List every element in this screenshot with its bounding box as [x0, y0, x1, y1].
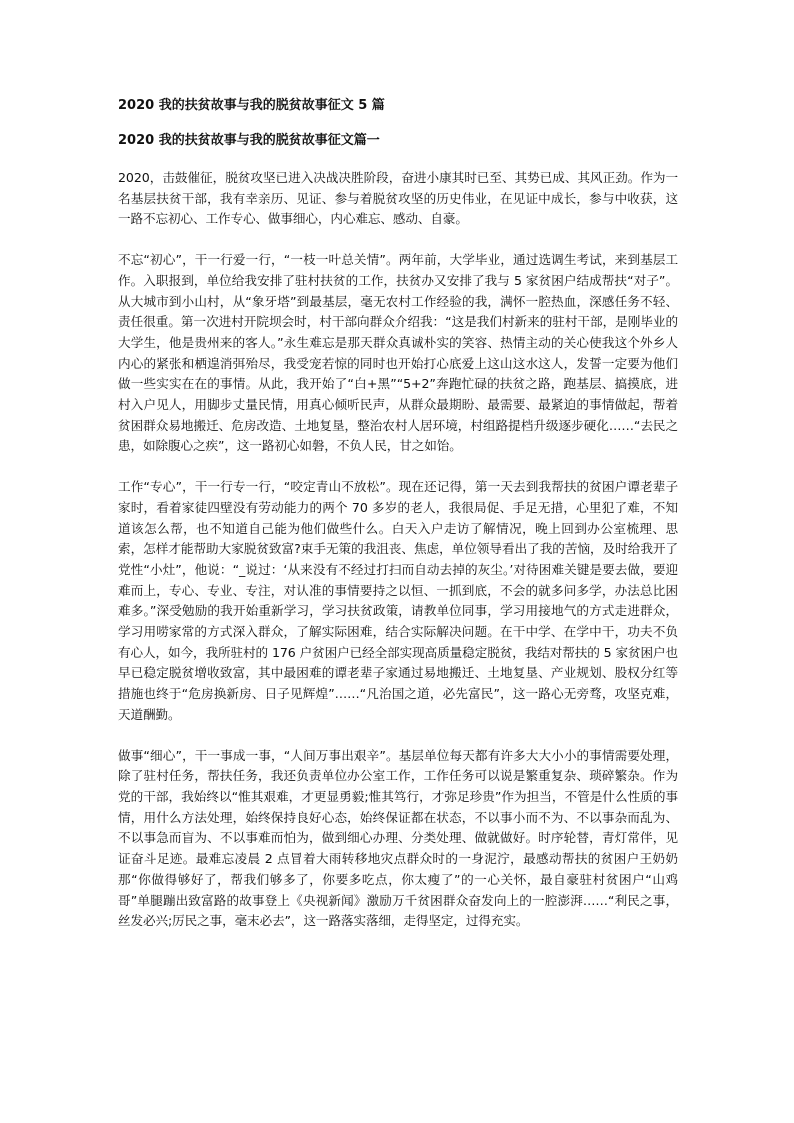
document-title: 2020 我的扶贫故事与我的脱贫故事征文 5 篇 [118, 98, 385, 113]
paragraph-intro: 2020，击鼓催征，脱贫攻坚已进入决战决胜阶段，奋进小康其时已至、其势已成、其风正劲。作为一名基层扶贫干部，我有幸亲历、见证、参与着脱贫攻坚的历史伟业，在见证中成长，参与中收获，这一路不忘初心、工作专心、做事细心，内心难忘、感动、自豪。 [118, 170, 678, 227]
paragraph-initial-heart: 不忘“初心”，干一行爱一行，“一枝一叶总关情”。两年前，大学毕业，通过选调生考试，来到基层工作。入职报到，单位给我安排了驻村扶贫的工作，扶贫办又安排了我与 5 家贫困户结成帮扶“对子”。从大城市到小山村，从“象牙塔”到最基层，毫无农村工作经验的我，满怀一腔热血，深感任务不轻、责任很重。第一次进村开院坝会时，村干部向群众介绍我：“这是我们村新来的驻村干部，是刚毕业的大学生，他是贵州来的客人。”永生难忘是那天群众真诚朴实的笑容、热情主动的关心使我这个外乡人内心的紧张和栖遑消弭殆尽，我受宠若惊的同时也开始打心底爱上这山这水这人，发誓一定要为他们做一些实实在在的事情。从此，我开始了“白+黑”“5+2”奔跑忙碌的扶贫之路，跑基层、搞摸底，进村入户见人，用脚步丈量民情，用真心倾听民声，从群众最期盼、最需要、最紧迫的事情做起，帮着贫困群众易地搬迁、危房改造、土地复垦，整治农村人居环境，村组路提档升级逐步硬化……“去民之患，如除腹心之疾”，这一路初心如磐，不负人民，甘之如饴。 [118, 252, 678, 454]
section-heading: 2020 我的扶贫故事与我的脱贫故事征文篇一 [118, 133, 380, 148]
paragraph-focused-work: 工作“专心”，干一行专一行，“咬定青山不放松”。现在还记得，第一天去到我帮扶的贫困户谭老辈子家时，看着家徒四壁没有劳动能力的两个 70 多岁的老人，我很局促、手足无措，心里犯了难，不知道该怎么帮，也不知道自己能为他们做些什么。白天入户走访了解情况，晚上回到办公室梳理、思索，怎样才能帮助大家脱贫致富?束手无策的我沮丧、焦虑，单位领导看出了我的苦恼，及时给我开了党性“小灶”，他说：“_说过：‘从来没有不经过打扫而自动去掉的灰尘。’对待困难关键是要去做，要迎难而上，专心、专业、专注，对认准的事情要持之以恒、一抓到底，不会的就多问多学，办法总比困难多。”深受勉励的我开始重新学习，学习扶贫政策，请教单位同事，学习用接地气的方式走进群众，学习用唠家常的方式深入群众，了解实际困难，结合实际解决问题。在干中学、在学中干，功夫不负有心人，如今，我所驻村的 176 户贫困户已经全部实现高质量稳定脱贫，我结对帮扶的 5 家贫困户也早已稳定脱贫增收致富，其中最困难的谭老辈子家通过易地搬迁、土地复垦、产业规划、股权分红等措施也终于“危房换新房、日子见辉煌”……“凡治国之道，必先富民”，这一路心无旁骛，攻坚克难，天道酬勤。 [118, 479, 678, 722]
paragraph-careful-work: 做事“细心”，干一事成一事，“人间万事出艰辛”。基层单位每天都有许多大大小小的事情需要处理，除了驻村任务，帮扶任务，我还负责单位办公室工作，工作任务可以说是繁重复杂、琐碎繁杂。作为党的干部，我始终以“惟其艰难，才更显勇毅;惟其笃行，才弥足珍贵”作为担当，不管是什么性质的事情，用什么方法处理，始终保持良好心态，始终保证都在状态，不以事小而不为、不以事杂而乱为、不以事急而盲为、不以事难而怕为，做到细心办理、分类处理、做就做好。时序轮替，青灯常伴，见证奋斗足迹。最难忘凌晨 2 点冒着大雨转移地灾点群众时的一身泥泞，最感动帮扶的贫困户王奶奶那“你做得够好了，帮我们够多了，你要多吃点，你太瘦了”的一心关怀，最自豪驻村贫困户“山鸡哥”单腿蹦出致富路的故事登上《央视新闻》激励万千贫困群众奋发向上的一腔澎湃……“利民之事，丝发必兴;厉民之事，毫末必去”，这一路落实落细，走得坚定，过得充实。 [118, 747, 678, 929]
document-page [118, 97, 678, 952]
